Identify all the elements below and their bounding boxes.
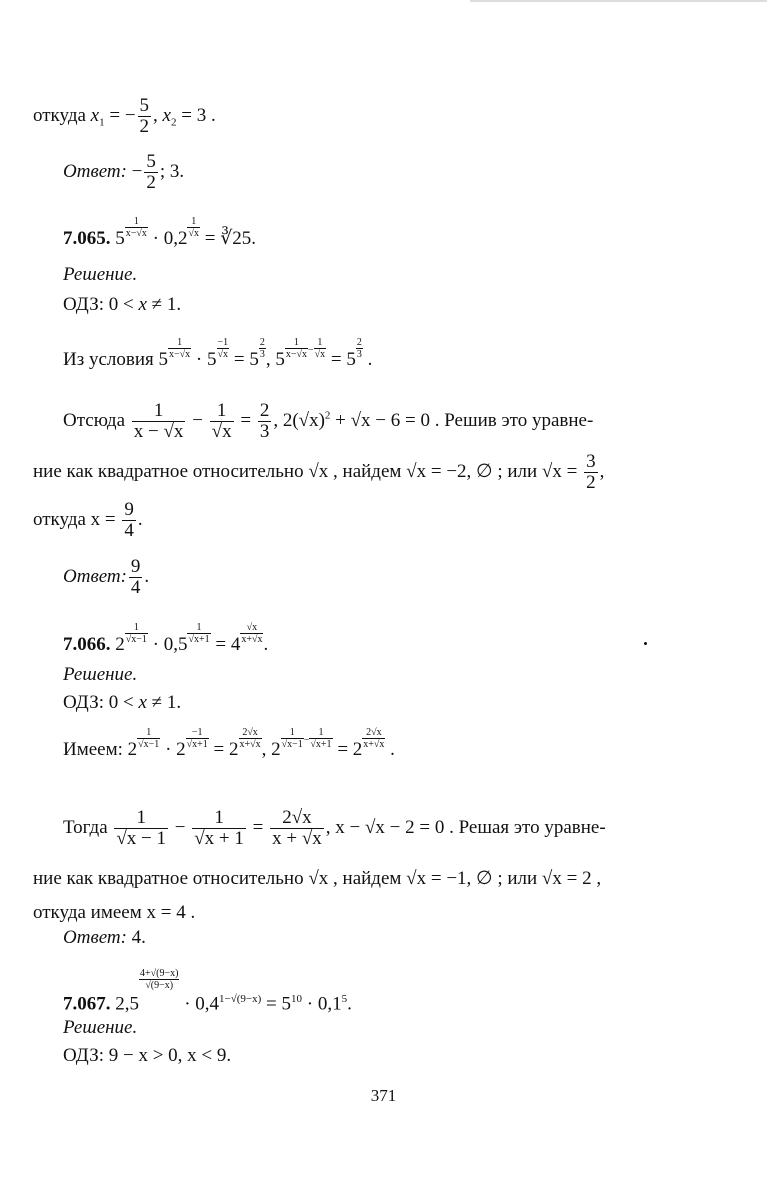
solution-label: Решение. bbox=[63, 264, 138, 285]
answer-line-3 bbox=[63, 927, 146, 949]
domain-line: ОДЗ: 9 − x > 0, x < 9. bbox=[63, 1045, 232, 1066]
text: − bbox=[187, 409, 208, 431]
superscript: 1−√(9−x) bbox=[219, 993, 262, 1005]
numerator: 1 bbox=[114, 808, 168, 829]
text: ОДЗ: 0 < bbox=[63, 294, 139, 315]
denominator: 3 bbox=[259, 420, 270, 442]
fraction bbox=[132, 401, 186, 442]
numerator: 4+√(9−x) bbox=[140, 968, 179, 979]
var: x bbox=[138, 294, 147, 315]
numerator: 2 bbox=[259, 337, 265, 348]
fraction bbox=[584, 452, 598, 493]
text: Имеем: 2 bbox=[63, 739, 138, 760]
derivation-line-2 bbox=[33, 452, 604, 493]
subscript: 1 bbox=[99, 116, 105, 129]
denominator: √x bbox=[188, 228, 199, 239]
denominator: 4 bbox=[124, 519, 134, 541]
superscript: 5 bbox=[341, 993, 348, 1005]
text: = bbox=[199, 228, 221, 249]
superscript: 2 bbox=[324, 409, 331, 422]
text: 2,5 bbox=[110, 993, 139, 1015]
denominator: √x bbox=[314, 349, 326, 360]
text: Тогда bbox=[63, 816, 113, 838]
fraction bbox=[138, 96, 152, 137]
text: = 2 bbox=[208, 739, 239, 760]
exponent-minus: − bbox=[308, 345, 314, 356]
text: 2 bbox=[110, 634, 125, 655]
denominator: x−√x bbox=[169, 349, 191, 360]
numerator: 2 bbox=[356, 337, 362, 348]
denominator: x+√x bbox=[363, 739, 385, 750]
text: = 2 bbox=[332, 739, 363, 760]
numerator: √x bbox=[240, 622, 263, 634]
numerator: 1 bbox=[192, 808, 246, 829]
solution-label: Решение. bbox=[63, 664, 138, 685]
answer-label: Ответ: bbox=[63, 160, 127, 182]
superscript: 10 bbox=[291, 993, 303, 1005]
numerator: 3 bbox=[586, 451, 596, 472]
exponent-fraction bbox=[240, 622, 263, 645]
text: · 0,2 bbox=[147, 228, 188, 249]
text: ≠ 1. bbox=[146, 692, 182, 713]
answer-line-2 bbox=[63, 557, 149, 598]
exponent-fraction bbox=[309, 727, 332, 750]
exponent-fraction bbox=[314, 337, 327, 360]
numerator: 5 bbox=[146, 151, 156, 172]
text: − bbox=[126, 160, 143, 182]
text: . bbox=[144, 565, 150, 587]
subscript: 2 bbox=[170, 116, 177, 129]
numerator: 1 bbox=[309, 727, 332, 739]
numerator: 1 bbox=[137, 727, 160, 739]
denominator: √x+1 bbox=[310, 739, 332, 750]
denominator: √x bbox=[217, 349, 229, 360]
fraction bbox=[192, 808, 246, 849]
numerator: 1 bbox=[314, 337, 327, 349]
page-number: 371 bbox=[370, 1086, 397, 1105]
problem-7067 bbox=[63, 968, 352, 1015]
text: . bbox=[385, 739, 395, 760]
denominator: √x−1 bbox=[281, 739, 303, 750]
text-line-roots bbox=[33, 96, 216, 137]
denominator: x−√x bbox=[125, 228, 147, 239]
problem-7066 bbox=[63, 622, 269, 657]
text: ≠ 1. bbox=[146, 294, 182, 315]
numerator: −1 bbox=[217, 337, 229, 348]
problem-number: 7.065. bbox=[63, 228, 111, 249]
exponent-fraction bbox=[125, 216, 148, 239]
text: ∛25. bbox=[220, 228, 257, 249]
denominator: 2 bbox=[139, 115, 150, 137]
text: откуда bbox=[33, 104, 91, 126]
fraction bbox=[270, 808, 324, 849]
text: 4. bbox=[126, 927, 146, 948]
text: . bbox=[362, 349, 373, 370]
problem-7065 bbox=[63, 216, 257, 251]
text: · 5 bbox=[191, 349, 217, 370]
denominator: x+√x bbox=[241, 634, 263, 645]
exponent-fraction bbox=[187, 216, 200, 239]
exponent-fraction bbox=[217, 337, 230, 360]
fraction bbox=[210, 401, 234, 442]
numerator: −1 bbox=[186, 727, 209, 739]
var: x bbox=[138, 692, 147, 713]
text: , 2(√x) bbox=[273, 409, 325, 431]
text: Из условия 5 bbox=[63, 349, 169, 370]
problem-number: 7.067. bbox=[63, 993, 111, 1015]
domain-line bbox=[63, 692, 181, 714]
denominator: √x − 1 bbox=[116, 827, 167, 849]
numerator: 2√x bbox=[239, 727, 262, 739]
text: + √x − 6 = 0 . Решив это уравне- bbox=[330, 409, 594, 431]
answer-label: Ответ: bbox=[63, 565, 127, 587]
denominator: √x bbox=[211, 420, 232, 442]
numerator: 9 bbox=[124, 499, 134, 520]
text: . bbox=[347, 993, 352, 1015]
denominator: √x+1 bbox=[186, 739, 208, 750]
fraction bbox=[114, 808, 168, 849]
answer-line-1 bbox=[63, 152, 184, 193]
denominator: 4 bbox=[130, 576, 141, 598]
exponent-fraction bbox=[281, 727, 304, 750]
denominator: x + √x bbox=[272, 827, 322, 849]
text: 5 bbox=[110, 228, 125, 249]
text: , 2 bbox=[261, 739, 281, 760]
text: ОДЗ: 0 < bbox=[63, 692, 139, 713]
result-line-2: откуда имеем x = 4 . bbox=[33, 902, 196, 923]
have-line bbox=[63, 727, 395, 764]
denominator: x − √x bbox=[133, 420, 184, 442]
numerator: 1 bbox=[187, 622, 210, 634]
text: = bbox=[247, 816, 269, 838]
page-top-rule bbox=[470, 0, 767, 2]
denominator: 3 bbox=[259, 349, 265, 360]
numerator: 1 bbox=[125, 216, 148, 228]
text: · 2 bbox=[160, 739, 186, 760]
text: откуда x = bbox=[33, 508, 121, 530]
numerator: 2 bbox=[259, 400, 270, 421]
text: , 5 bbox=[265, 349, 285, 370]
answer-label: Ответ: bbox=[63, 927, 127, 948]
text: − bbox=[170, 816, 191, 838]
denominator: 2 bbox=[586, 471, 596, 493]
text: · 0,1 bbox=[302, 993, 342, 1015]
exponent-fraction bbox=[239, 727, 262, 750]
denominator: √x+1 bbox=[188, 634, 210, 645]
domain-line bbox=[63, 294, 181, 316]
text: = 5 bbox=[261, 993, 292, 1015]
var: x bbox=[90, 104, 100, 126]
numerator: 1 bbox=[187, 216, 200, 228]
text: , bbox=[153, 104, 163, 126]
derivation-line-4: ние как квадратное относительно √x , найдем √x = −1, ∅ ; или √x = 2 , bbox=[33, 868, 602, 889]
exponent-fraction bbox=[285, 337, 308, 360]
exponent-fraction bbox=[356, 337, 363, 360]
numerator: 2√x bbox=[270, 808, 324, 829]
stray-dot bbox=[644, 642, 647, 645]
exponent-fraction bbox=[362, 727, 385, 750]
var: x bbox=[162, 104, 171, 126]
text: = bbox=[235, 409, 256, 431]
exponent-minus: − bbox=[303, 735, 310, 746]
text: Отсюда bbox=[63, 409, 130, 431]
denominator: √x + 1 bbox=[194, 827, 244, 849]
text: ние как квадратное относительно √x , найдем √x = −2, ∅ ; или √x = bbox=[33, 460, 583, 482]
text: = 3 . bbox=[176, 104, 216, 126]
numerator: 5 bbox=[139, 95, 150, 116]
denominator: √x−1 bbox=[138, 739, 160, 750]
exponent-fraction bbox=[187, 622, 210, 645]
text: , bbox=[599, 460, 605, 482]
denominator: 3 bbox=[356, 349, 362, 360]
numerator: 9 bbox=[130, 556, 141, 577]
numerator: 1 bbox=[210, 401, 234, 422]
denominator: √x−1 bbox=[125, 634, 147, 645]
text: · 0,5 bbox=[147, 634, 188, 655]
text: , x − √x − 2 = 0 . Решая это уравне- bbox=[325, 816, 606, 838]
numerator: 2√x bbox=[362, 727, 385, 739]
text: . bbox=[263, 634, 269, 655]
derivation-line-3 bbox=[63, 808, 606, 849]
result-line-1 bbox=[33, 500, 143, 541]
fraction bbox=[122, 500, 136, 541]
exponent-fraction bbox=[168, 337, 191, 360]
text: ; 3. bbox=[159, 160, 185, 182]
text: = 5 bbox=[326, 349, 356, 370]
numerator: 1 bbox=[132, 401, 186, 422]
denominator: 2 bbox=[146, 171, 156, 193]
exponent-fraction bbox=[137, 727, 160, 750]
exponent-fraction bbox=[139, 968, 179, 991]
numerator: 1 bbox=[281, 727, 304, 739]
exponent-fraction bbox=[125, 622, 148, 645]
numerator: 1 bbox=[168, 337, 191, 349]
text: . bbox=[137, 508, 143, 530]
text: = − bbox=[104, 104, 136, 126]
numerator: 1 bbox=[285, 337, 308, 349]
numerator: 1 bbox=[125, 622, 148, 634]
denominator: √(9−x) bbox=[145, 980, 174, 991]
exponent-fraction bbox=[186, 727, 209, 750]
problem-number: 7.066. bbox=[63, 634, 111, 655]
fraction bbox=[129, 557, 143, 598]
condition-line bbox=[63, 337, 373, 374]
solution-label: Решение. bbox=[63, 1017, 138, 1038]
text: = 4 bbox=[210, 634, 241, 655]
text: = 5 bbox=[229, 349, 259, 370]
fraction bbox=[144, 152, 158, 193]
fraction bbox=[258, 401, 272, 442]
exponent-fraction bbox=[259, 337, 266, 360]
denominator: x+√x bbox=[239, 739, 261, 750]
derivation-line-1 bbox=[63, 401, 593, 442]
denominator: x−√x bbox=[285, 349, 307, 360]
text: · 0,4 bbox=[179, 993, 220, 1015]
